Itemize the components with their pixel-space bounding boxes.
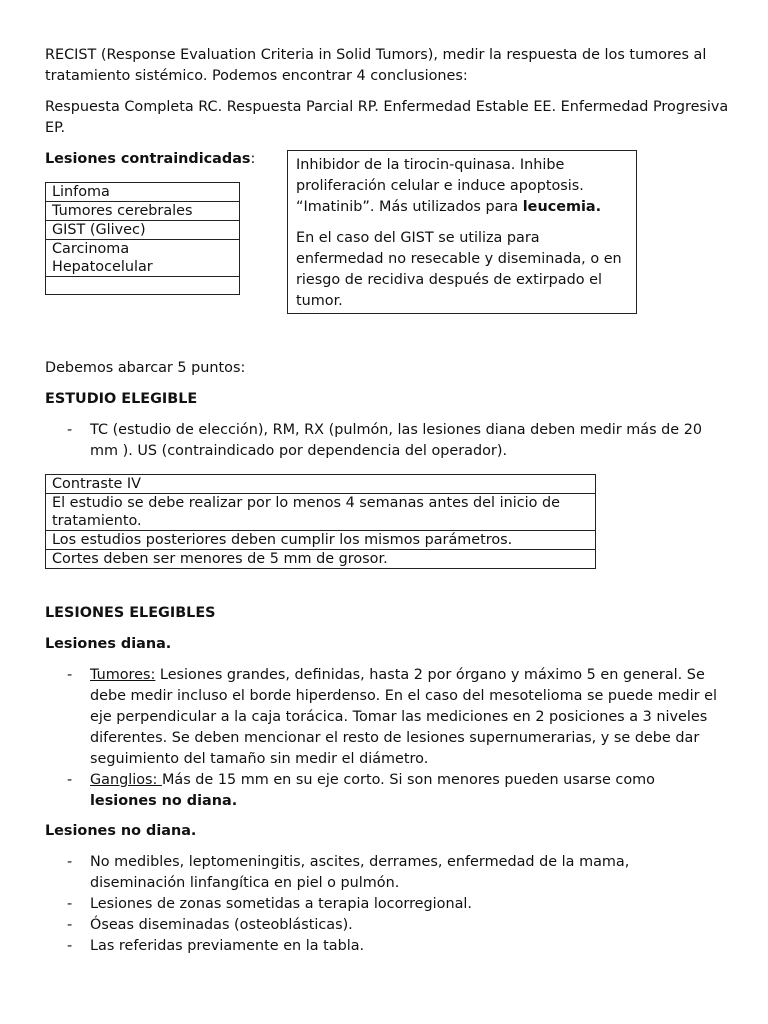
no-diana-list bbox=[45, 852, 725, 957]
list-item-ganglios bbox=[45, 770, 725, 812]
ganglios-label: Ganglios: bbox=[90, 772, 162, 788]
diana-list bbox=[45, 665, 725, 812]
info-paragraph-1 bbox=[296, 155, 628, 218]
contraindicated-heading-text: Lesiones contraindicadas bbox=[45, 151, 251, 167]
intro-paragraph: RECIST (Response Evaluation Criteria in Solid Tumors), medir la respuesta de los tumores al tratamiento sistémico. Podemos encontrar 4 conclusiones: bbox=[45, 47, 707, 84]
table-cell: El estudio se debe realizar por lo menos 4 semanas antes del inicio de tratamiento. bbox=[46, 494, 596, 531]
table-cell bbox=[46, 277, 240, 295]
conclusions-paragraph: Respuesta Completa RC. Respuesta Parcial RP. Enfermedad Estable EE. Enfermedad Progresiva EP. bbox=[45, 99, 729, 136]
table-row bbox=[46, 550, 596, 569]
list-item: - Óseas diseminadas (osteoblásticas). bbox=[45, 915, 725, 936]
estudio-table bbox=[45, 474, 596, 569]
no-diana-heading: Lesiones no diana. bbox=[45, 823, 197, 839]
tumores-label: Tumores: bbox=[90, 667, 156, 683]
list-item: - Lesiones de zonas sometidas a terapia locorregional. bbox=[45, 894, 725, 915]
estudio-list bbox=[45, 420, 725, 462]
list-item: - Las referidas previamente en la tabla. bbox=[45, 936, 725, 957]
info-bold-text: leucemia. bbox=[522, 199, 602, 215]
table-cell: Tumores cerebrales bbox=[46, 202, 240, 221]
ganglios-bold-text: lesiones no diana. bbox=[90, 793, 238, 809]
info-paragraph-2: En el caso del GIST se utiliza para enfermedad no resecable y diseminada, o en riesgo de recidiva después de extirpado el tumor. bbox=[296, 230, 622, 309]
tumores-text: Lesiones grandes, definidas, hasta 2 por órgano y máximo 5 en general. Se debe medir incluso el borde hiperdenso. En el caso del mesotelioma se puede medir el eje perpendicular a la caja torácica. Tomar las mediciones en 2 posiciones a 3 niveles diferentes. Se deben mencionar el resto de lesiones supernumerarias, y se debe dar seguimiento del tamaño sin medir el diámetro. bbox=[90, 667, 717, 767]
diana-heading: Lesiones diana. bbox=[45, 636, 172, 652]
info-text: Inhibidor de la tirocin-quinasa. Inhibe proliferación celular e induce apoptosis. “Imatinib”. Más utilizados para bbox=[296, 157, 584, 215]
table-cell: Carcinoma Hepatocelular bbox=[46, 240, 240, 277]
list-item: - No medibles, leptomeningitis, ascites, derrames, enfermedad de la mama, diseminación linfangítica en piel o pulmón. bbox=[45, 852, 725, 894]
points-intro: Debemos abarcar 5 puntos: bbox=[45, 360, 246, 376]
table-row bbox=[46, 475, 596, 494]
contraindicated-table bbox=[45, 182, 240, 295]
table-row bbox=[46, 221, 240, 240]
table-cell: Los estudios posteriores deben cumplir los mismos parámetros. bbox=[46, 531, 596, 550]
ganglios-text: Más de 15 mm en su eje corto. Si son menores pueden usarse como bbox=[161, 772, 655, 788]
table-row bbox=[46, 277, 240, 295]
table-row bbox=[46, 202, 240, 221]
estudio-heading: ESTUDIO ELEGIBLE bbox=[45, 391, 198, 407]
table-row bbox=[46, 531, 596, 550]
contraindicated-heading-colon: : bbox=[250, 151, 256, 167]
lesiones-heading: LESIONES ELEGIBLES bbox=[45, 605, 216, 621]
table-row bbox=[46, 240, 240, 277]
table-cell: Linfoma bbox=[46, 183, 240, 202]
table-row bbox=[46, 494, 596, 531]
contraindicated-heading bbox=[45, 149, 255, 170]
imatinib-info-box bbox=[287, 150, 637, 314]
table-cell: GIST (Glivec) bbox=[46, 221, 240, 240]
table-cell: Cortes deben ser menores de 5 mm de grosor. bbox=[46, 550, 596, 569]
table-cell: Contraste IV bbox=[46, 475, 596, 494]
list-item: - TC (estudio de elección), RM, RX (pulmón, las lesiones diana deben medir más de 20 mm ). US (contraindicado por dependencia del operador). bbox=[45, 420, 725, 462]
table-row bbox=[46, 183, 240, 202]
list-item-tumores bbox=[45, 665, 725, 770]
